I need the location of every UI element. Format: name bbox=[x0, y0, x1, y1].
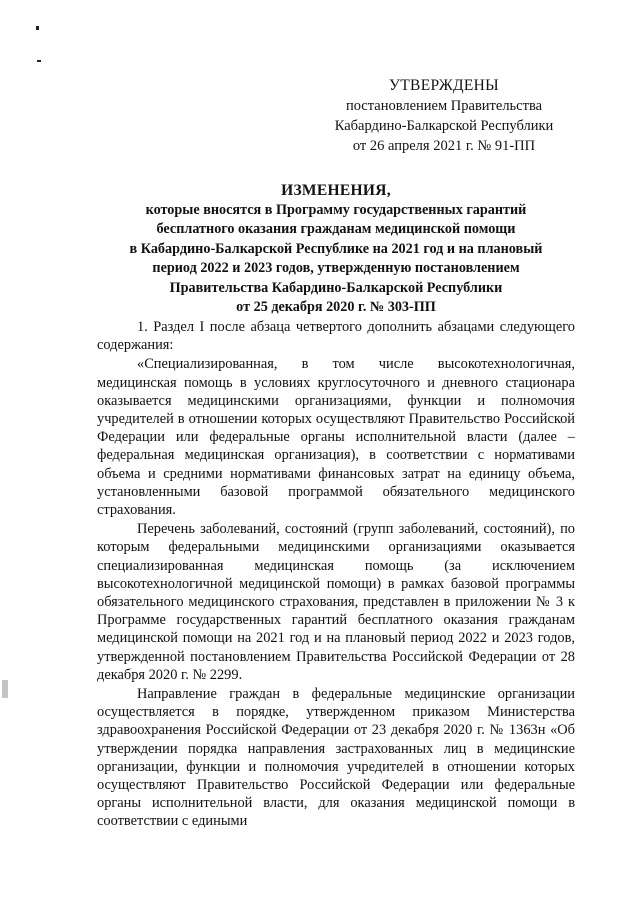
title-line: период 2022 и 2023 годов, утвержденную постановлением bbox=[152, 260, 520, 276]
scan-speck bbox=[37, 60, 41, 62]
title-line: в Кабардино-Балкарской Республике на 2021 год и на плановый bbox=[129, 240, 543, 257]
document-title bbox=[96, 181, 576, 318]
approval-line: постановлением Правительства bbox=[345, 98, 543, 114]
approval-line: Кабардино-Балкарской Республики bbox=[334, 118, 554, 134]
approval-stamp bbox=[322, 76, 566, 156]
approval-heading: УТВЕРЖДЕНЫ bbox=[389, 77, 499, 94]
title-line: бесплатного оказания гражданам медицинской помощи bbox=[156, 221, 516, 237]
approval-line: от 26 апреля 2021 г. № 91-ПП bbox=[352, 138, 536, 154]
paragraph-4: Направление граждан в федеральные медицинские организации осуществляется в порядке, утвержденном приказом Министерства здравоохранения Российской Федерации от 23 декабря 2020 г. № 1363н «Об утверждении порядка направления застрахованных лиц в медицинские организации, функции и полномочия учредителей в отношении которых осуществляют Правительство Российской Федерации или федеральные органы исполнительной власти, для оказания медицинской помощи в соответствии с едиными bbox=[97, 686, 575, 830]
title-line: от 25 декабря 2020 г. № 303-ПП bbox=[236, 299, 436, 315]
paragraph-2: «Специализированная, в том числе высокотехнологичная, медицинская помощь в условиях круглосуточного и дневного стационара оказывается медицинскими организациями, функции и полномочия учредителей в отношении которых осуществляют Правительство Российской Федерации или федеральные органы исполнительной власти (далее – федеральная медицинская организация), в соответствии с нормативами объема и средними нормативами финансовых затрат на единицу объема, установленными базовой программой обязательного медицинского страхования. bbox=[97, 356, 575, 519]
paragraph-3: Перечень заболеваний, состояний (групп заболеваний, состояний), по которым федеральными медицинскими организациями оказывается специализированная медицинская помощь (за исключением высокотехнологичной медицинской помощи) в рамках базовой программы обязательного медицинского страхования, представлен в приложении № 3 к Программе государственных гарантий бесплатного оказания гражданам медицинской помощи на 2021 год и на плановый период 2022 и 2023 годов, утвержденной постановлением Правительства Российской Федерации от 28 декабря 2020 г. № 2299. bbox=[97, 521, 575, 683]
scan-margin-mark bbox=[2, 680, 8, 698]
paragraph-1: 1. Раздел I после абзаца четвертого дополнить абзацами следующего содержания: bbox=[97, 319, 575, 354]
title-line: Правительства Кабардино-Балкарской Республики bbox=[169, 279, 503, 296]
title-line: которые вносятся в Программу государственных гарантий bbox=[145, 201, 527, 218]
title-heading: ИЗМЕНЕНИЯ, bbox=[281, 182, 391, 199]
scan-speck bbox=[36, 26, 39, 30]
document-body bbox=[97, 318, 575, 832]
